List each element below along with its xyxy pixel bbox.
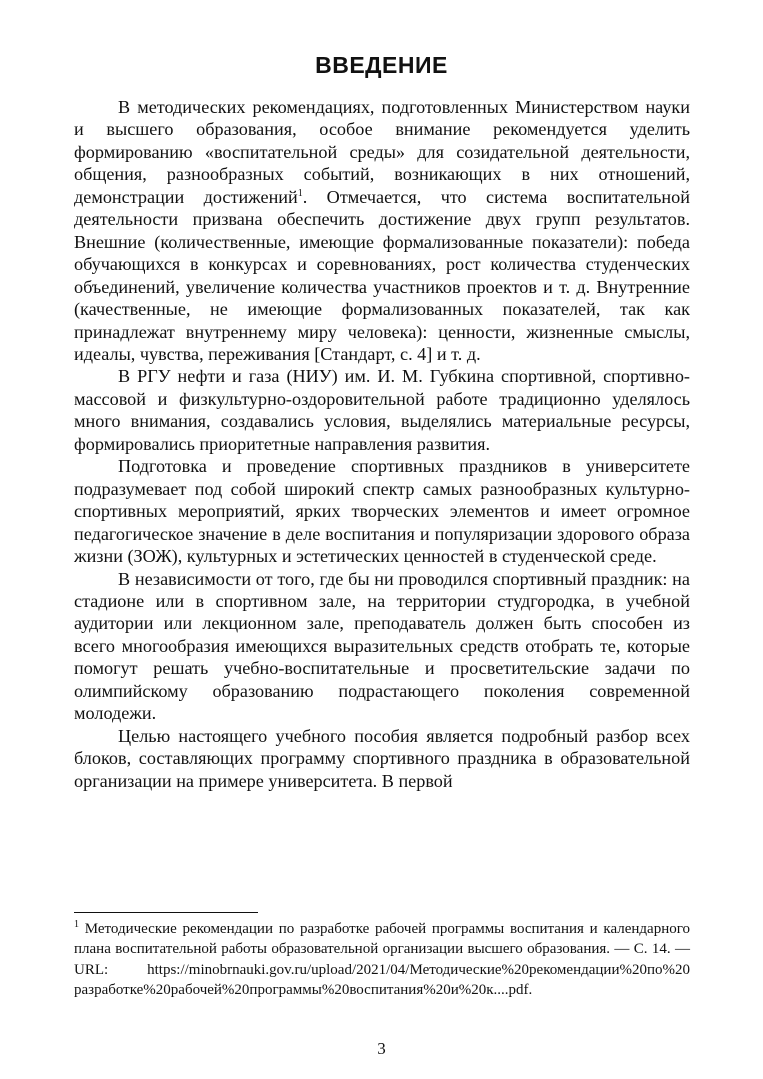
- paragraph-5: Целью настоящего учебного пособия является подробный разбор всех блоков, составляющих программу спортивного праздника в образовательной организации на примере университета. В первой: [74, 725, 690, 791]
- paragraph-1-text-end: . Отмечается, что система воспитательной деятельности призвана обеспечить достижение двух групп результатов. Внешние (количественные, имеющие формализованные показатели): победа обучающихся в конкурсах и соревнованиях, рост количества студенческих объединений, увеличение количества участников проектов и т. д. Внутренние (качественные, не имеющие формализованных показателей, так как принадлежат внутреннему миру человека): ценности, жизненные смыслы, идеалы, чувства, переживания [Стандарт, с. 4] и т. д.: [74, 186, 690, 364]
- footnote-text: Методические рекомендации по разработке рабочей программы воспитания и календарного плана воспитательной работы образовательной организации высшего образования. — С. 14. — URL: https:/​/​minobrnauki.gov.ru/​upload/​2021/​04/​Методические%20​рекомендации%20​по%20​разработке%20​рабочей%20​программы%20​воспитания%20​и%20​к....pdf.: [74, 921, 690, 998]
- footnote-reference: 1: [297, 187, 303, 199]
- page-title: ВВЕДЕНИЕ: [315, 52, 448, 78]
- footnote-mark: 1: [74, 919, 79, 930]
- footnote: [74, 919, 690, 1000]
- page-number: 3: [377, 1039, 386, 1058]
- paragraph-4: В независимости от того, где бы ни проводился спортивный праздник: на стадионе или в спортивном зале, на территории студгородка, в учебной аудитории или лекционном зале, преподаватель должен быть способен из всего многообразия имеющихся выразительных средств отобрать те, которые помогут решать учебно-воспитательные и просветительские задачи по олимпийскому образованию подрастающего поколения современной молодежи.: [74, 568, 690, 724]
- paragraph-1-text-start: В методических рекомендациях, подготовленных Министерством науки и высшего образования, особое внимание рекомендуется уделить формированию «воспитательной среды» для созидательной деятельности, общения, разнообразных событий, возникающих в них отношений, демонстрации достижений: [74, 97, 690, 207]
- paragraph-3: Подготовка и проведение спортивных праздников в университете подразумевает под собой широкий спектр самых разнообразных культурно-спортивных мероприятий, ярких творческих элементов и имеет огромное педагогическое значение в деле воспитания и популяризации здорового образа жизни (ЗОЖ), культурных и эстетических ценностей в студенческой среде.: [74, 456, 690, 567]
- main-text: [74, 96, 690, 792]
- paragraph-1: [74, 96, 690, 365]
- paragraph-2: В РГУ нефти и газа (НИУ) им. И. М. Губкина спортивной, спортивно-массовой и физкультурно-оздоровительной работе традиционно уделялось много внимания, создавались условия, выделялись материальные ресурсы, формировались приоритетные направления развития.: [74, 366, 690, 454]
- footnote-divider: [74, 912, 258, 913]
